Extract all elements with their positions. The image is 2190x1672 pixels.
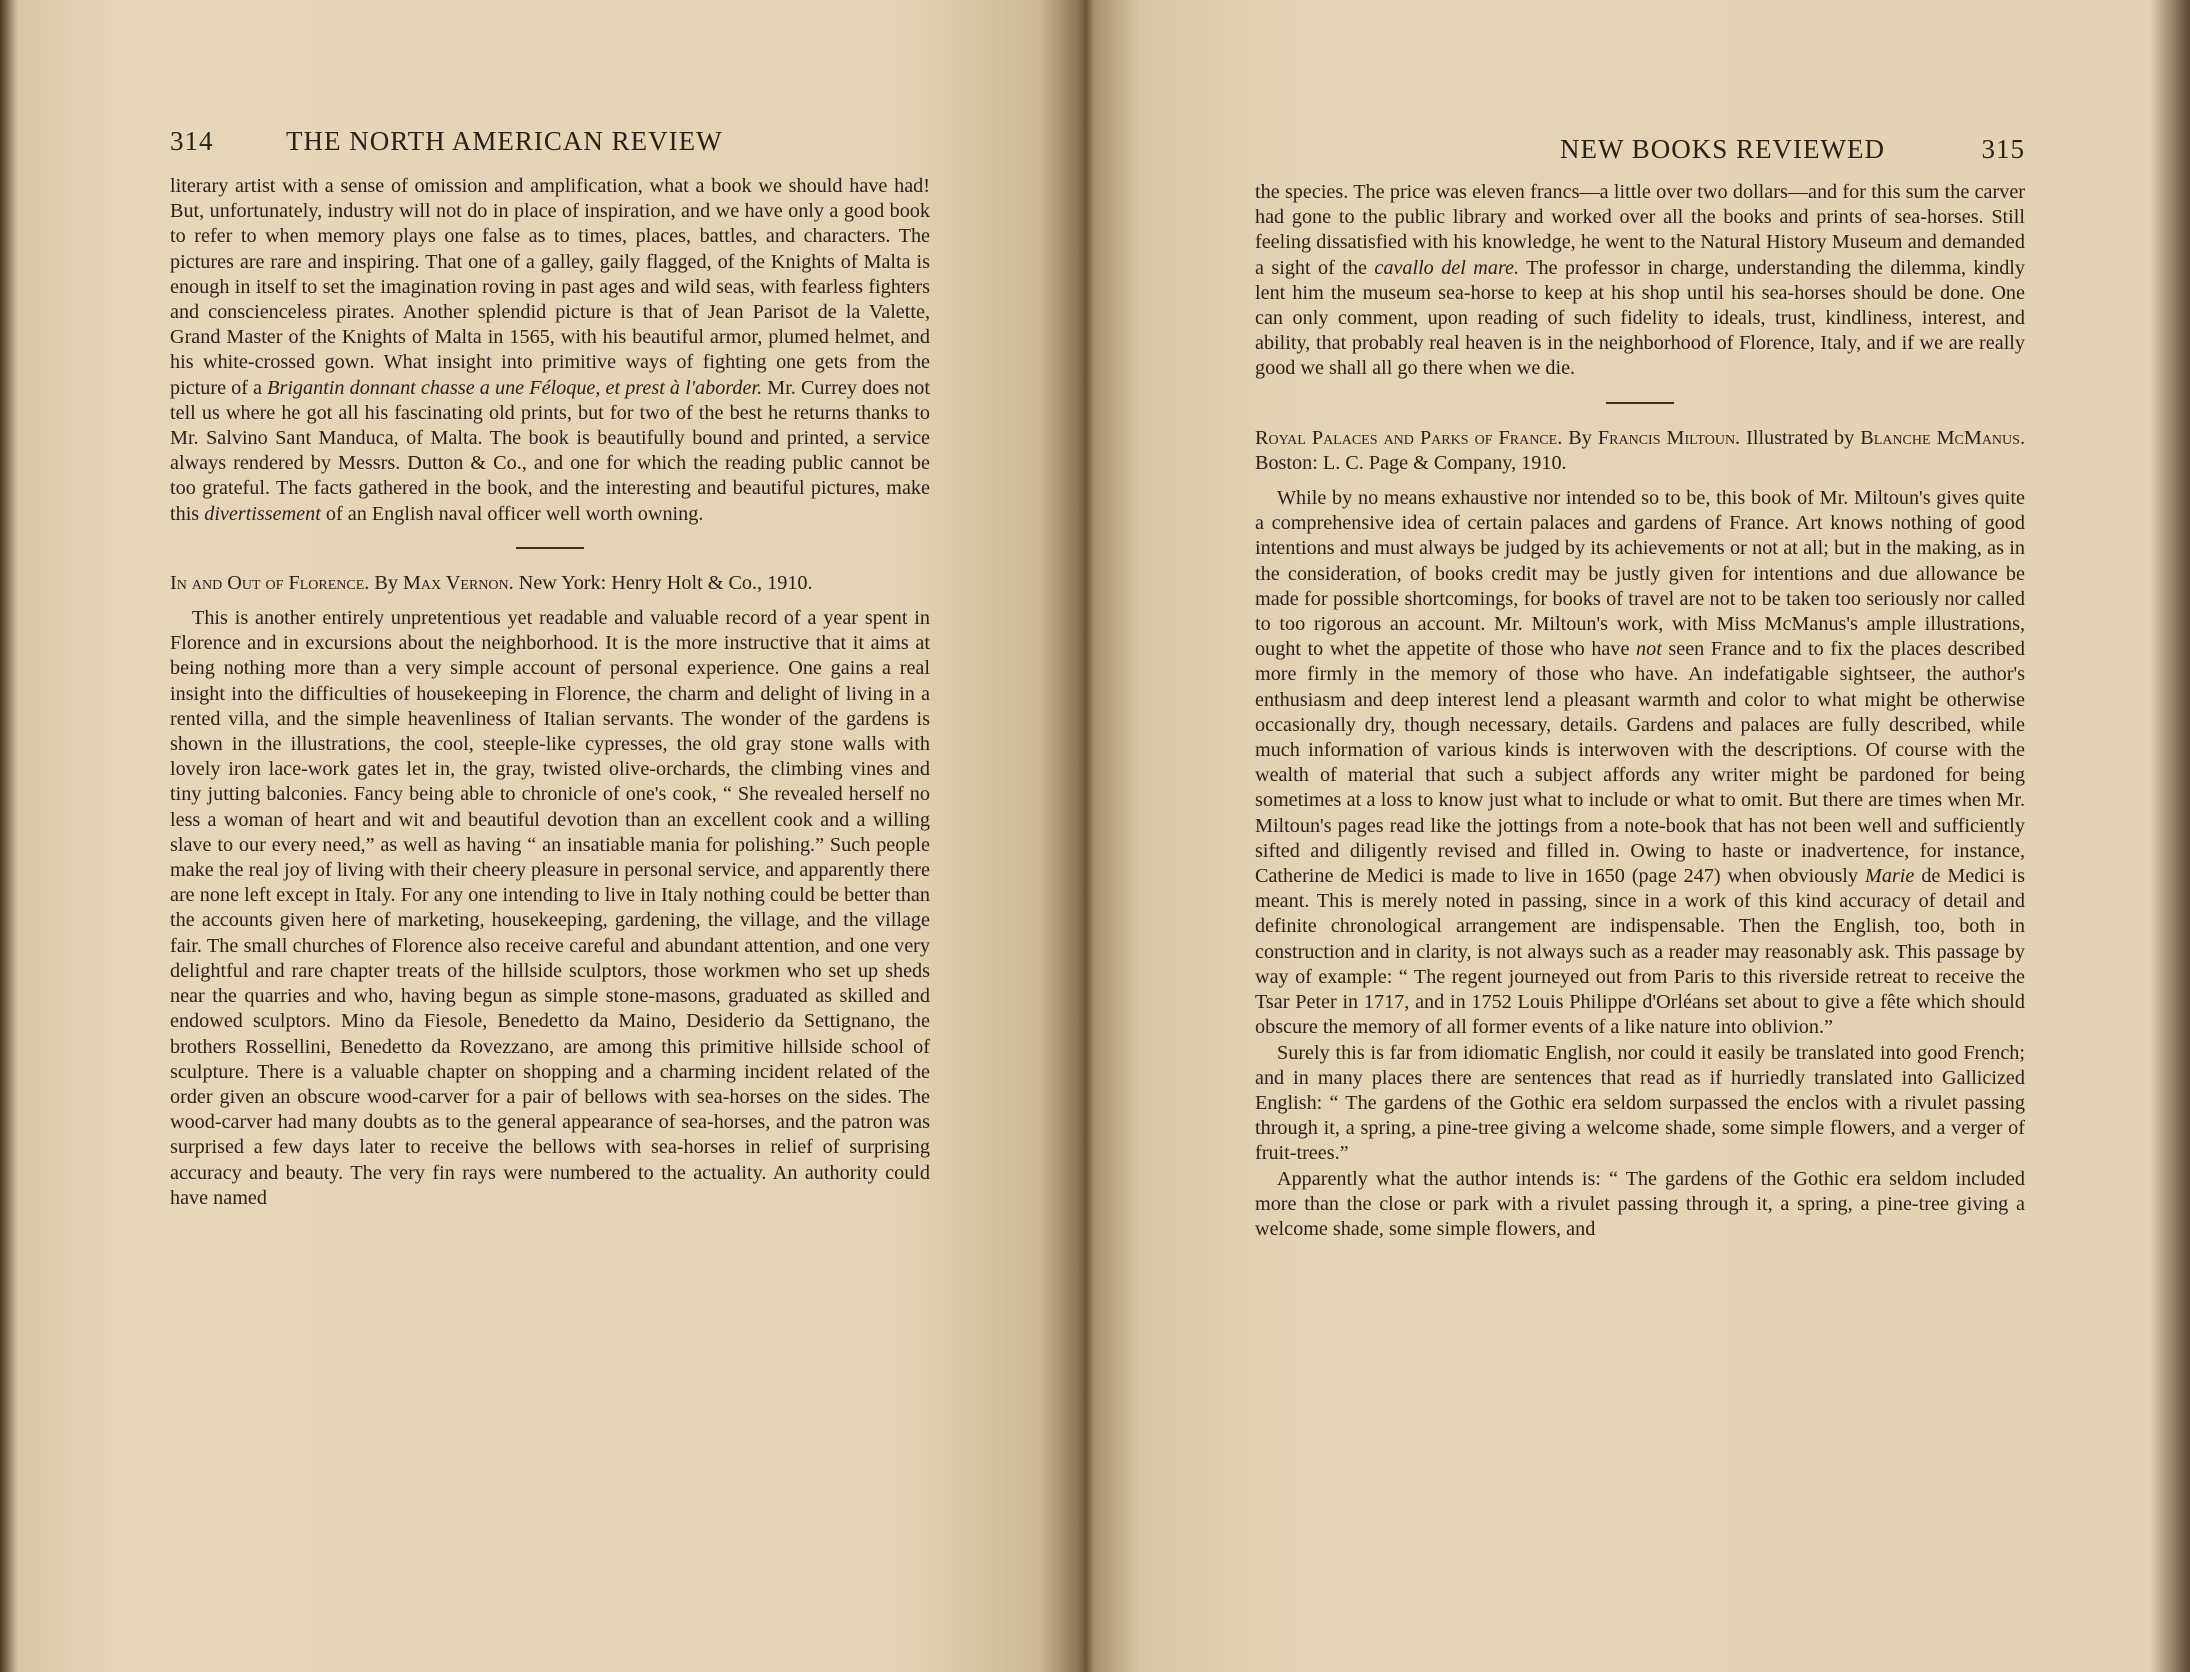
book-illustrator: Blanche McManus. xyxy=(1860,426,2025,449)
left-page-text xyxy=(170,174,930,1211)
page-number: 314 xyxy=(170,126,214,156)
page-number: 315 xyxy=(1981,134,2025,164)
book-author: Max Vernon. xyxy=(402,571,514,594)
right-page-text xyxy=(1255,180,2025,1242)
continued-paragraph: literary artist with a sense of omission and amplification, what a book we should have had! But, unfortunately, industry will not do in place of inspiration, and we have only a good book to refer to when memory plays one false as to times, places, battles, and characters. The pictures are rare and inspiring. That one of a galley, gaily flagged, of the Knights of Malta is enough in itself to set the imagination roving in past ages and wild seas, with fearless fighters and conscienceless pirates. Another splendid picture is that of Jean Parisot de la Valette, Grand Master of the Knights of Malta in 1565, with his beautiful armor, plumed helmet, and his white-crossed gown. What insight into primitive ways of fighting one gets from the picture of a Brigantin donnant chasse a une Féloque, et prest à l'aborder. Mr. Currey does not tell us where he got all his fascinating old prints, but for two of the best he returns thanks to Mr. Salvino Sant Manduca, of Malta. The book is beautifully bound and printed, a service always rendered by Messrs. Dutton & Co., and one for which the reading public cannot be too grateful. The facts gathered in the book, and the interesting and beautiful pictures, make this divertissement of an English naval officer well worth owning. xyxy=(170,175,930,525)
review-body: This is another entirely unpretentious yet readable and valuable record of a year spent in Florence and in excursions about the neighborhood. It is the more instructive that it aims at being nothing more than a very simple account of personal experience. One gains a real insight into the difficulties of housekeeping in Florence, the charm and delight of living in a rented villa, and the simple heavenliness of Italian servants. The wonder of the gardens is shown in the illustrations, the cool, steeple-like cypresses, the old gray stone walls with lovely iron lace-work gates let in, the gray, twisted olive-orchards, the climbing vines and tiny jutting balconies. Fancy being able to chronicle of one's cook, “ She revealed herself no less a woman of heart and wit and beautiful devotion than an excellent cook and a willing slave to our every need,” as well as having “ an insatiable mania for polishing.” Such people make the real joy of living with their cheery pleasure in personal service, and apparently there are none left except in Italy. For any one intending to live in Italy nothing could be better than the accounts given here of marketing, housekeeping, gardening, the village, and the village fair. The small churches of Florence also receive careful and abundant attention, and one very delightful and rare chapter treats of the hillside sculptors, those workmen who set up sheds near the quarries and who, having begun as simple stone-masons, graduated as skilled and endowed sculptors. Mino da Fiesole, Benedetto da Maino, Desiderio da Settignano, the brothers Rossellini, Benedetto da Rovezzano, are among this primitive hillside school of sculpture. There is a valuable chapter on shopping and a charming incident related of the order given an obscure wood-carver for a pair of bellows with sea-horses on the sides. The wood-carver had many doubts as to the general appearance of sea-horses, and the patron was surprised a few days later to receive the bellows with sea-horses in relief of surprising accuracy and beauty. The very fin rays were numbered to the actuality. An authority could have named xyxy=(170,607,930,1209)
running-title: NEW BOOKS REVIEWED xyxy=(1560,134,1885,164)
section-divider xyxy=(1606,402,1674,404)
review-heading: In and Out of Florence. By Max Vernon. New York: Henry Holt & Co., 1910. xyxy=(170,571,813,594)
book-title: In and Out of Florence. xyxy=(170,571,370,594)
review-paragraph: Apparently what the author intends is: “ The gardens of the Gothic era seldom included more than the close or park with a rivulet passing through it, a spring, a pine-tree giving a welcome shade, some simple flowers, and xyxy=(1255,1167,2025,1240)
review-heading: Royal Palaces and Parks of France. By Francis Miltoun. Illustrated by Blanche McManus. Boston: L. C. Page & Company, 1910. xyxy=(1255,426,2025,474)
review-paragraph: Surely this is far from idiomatic English, nor could it easily be translated into good French; and in many places there are sentences that read as if hurriedly translated into Gallicized English: “ The gardens of the Gothic era seldom surpassed the enclos with a rivulet passing through it, a spring, a pine-tree giving a welcome shade, some simple flowers, and a verger of fruit-trees.” xyxy=(1255,1041,2025,1165)
book-publisher: New York: Henry Holt & Co., 1910. xyxy=(513,571,813,594)
right-page xyxy=(1255,0,2025,1672)
running-title: THE NORTH AMERICAN REVIEW xyxy=(286,126,723,156)
book-author: Francis Miltoun. xyxy=(1597,426,1741,449)
section-divider xyxy=(516,547,584,549)
review-paragraph: While by no means exhaustive nor intended so to be, this book of Mr. Miltoun's gives quite a comprehensive idea of certain palaces and gardens of France. Art knows nothing of good intentions and must always be judged by its achievements or not at all; but in the making, as in the consideration, of books credit may be justly given for intentions and due allowance be made for possible shortcomings, for books of travel are not to be taken too seriously nor called to too rigorous an account. Mr. Miltoun's work, with Miss McManus's ample illustrations, ought to whet the appetite of those who have not seen France and to fix the places described more firmly in the memory of those who have. An indefatigable sightseer, the author's enthusiasm and deep interest lend a pleasant warmth and color to what might be otherwise occasionally dry, though necessary, details. Gardens and palaces are fully described, while much information of various kinds is interwoven with the descriptions. Of course with the wealth of material that such a subject affords any writer might be pardoned for being sometimes at a loss to know just what to include or what to omit. But there are times when Mr. Miltoun's pages read like the jottings from a note-book that has not been well and sufficiently sifted and diligently revised and filled in. Owing to haste or inadvertence, for instance, Catherine de Medici is made to live in 1650 (page 247) when obviously Marie de Medici is meant. This is merely noted in passing, since in a work of this kind accuracy of detail and definite chronological arrangement are indispensable. Then the English, too, both in construction and in clarity, is not always such as a reader may reasonably ask. This passage by way of example: “ The regent journeyed out from Paris to this riverside retreat to receive the Tsar Peter in 1717, and in 1752 Louis Philippe d'Orléans set about to give a fête which should obscure the memory of all former events of a like nature into oblivion.” xyxy=(1255,487,2026,1039)
continued-paragraph: the species. The price was eleven francs—a little over two dollars—and for this sum the carver had gone to the public library and worked over all the books and prints of sea-horses. Still feeling dissatisfied with his knowledge, he went to the Natural History Museum and demanded a sight of the cavallo del mare. The professor in charge, understanding the dilemma, kindly lent him the museum sea-horse to keep at his shop until his sea-horses should be done. One can only comment, upon reading of such fidelity to ideals, trust, kindliness, interest, and ability, that probably real heaven is in the neighborhood of Florence, Italy, and if we are really good we shall all go there when we die. xyxy=(1255,181,2025,380)
book-publisher: Boston: L. C. Page & Company, 1910. xyxy=(1255,451,1567,474)
book-title: Royal Palaces and Parks of France. xyxy=(1255,426,1563,449)
left-page xyxy=(170,0,930,1672)
